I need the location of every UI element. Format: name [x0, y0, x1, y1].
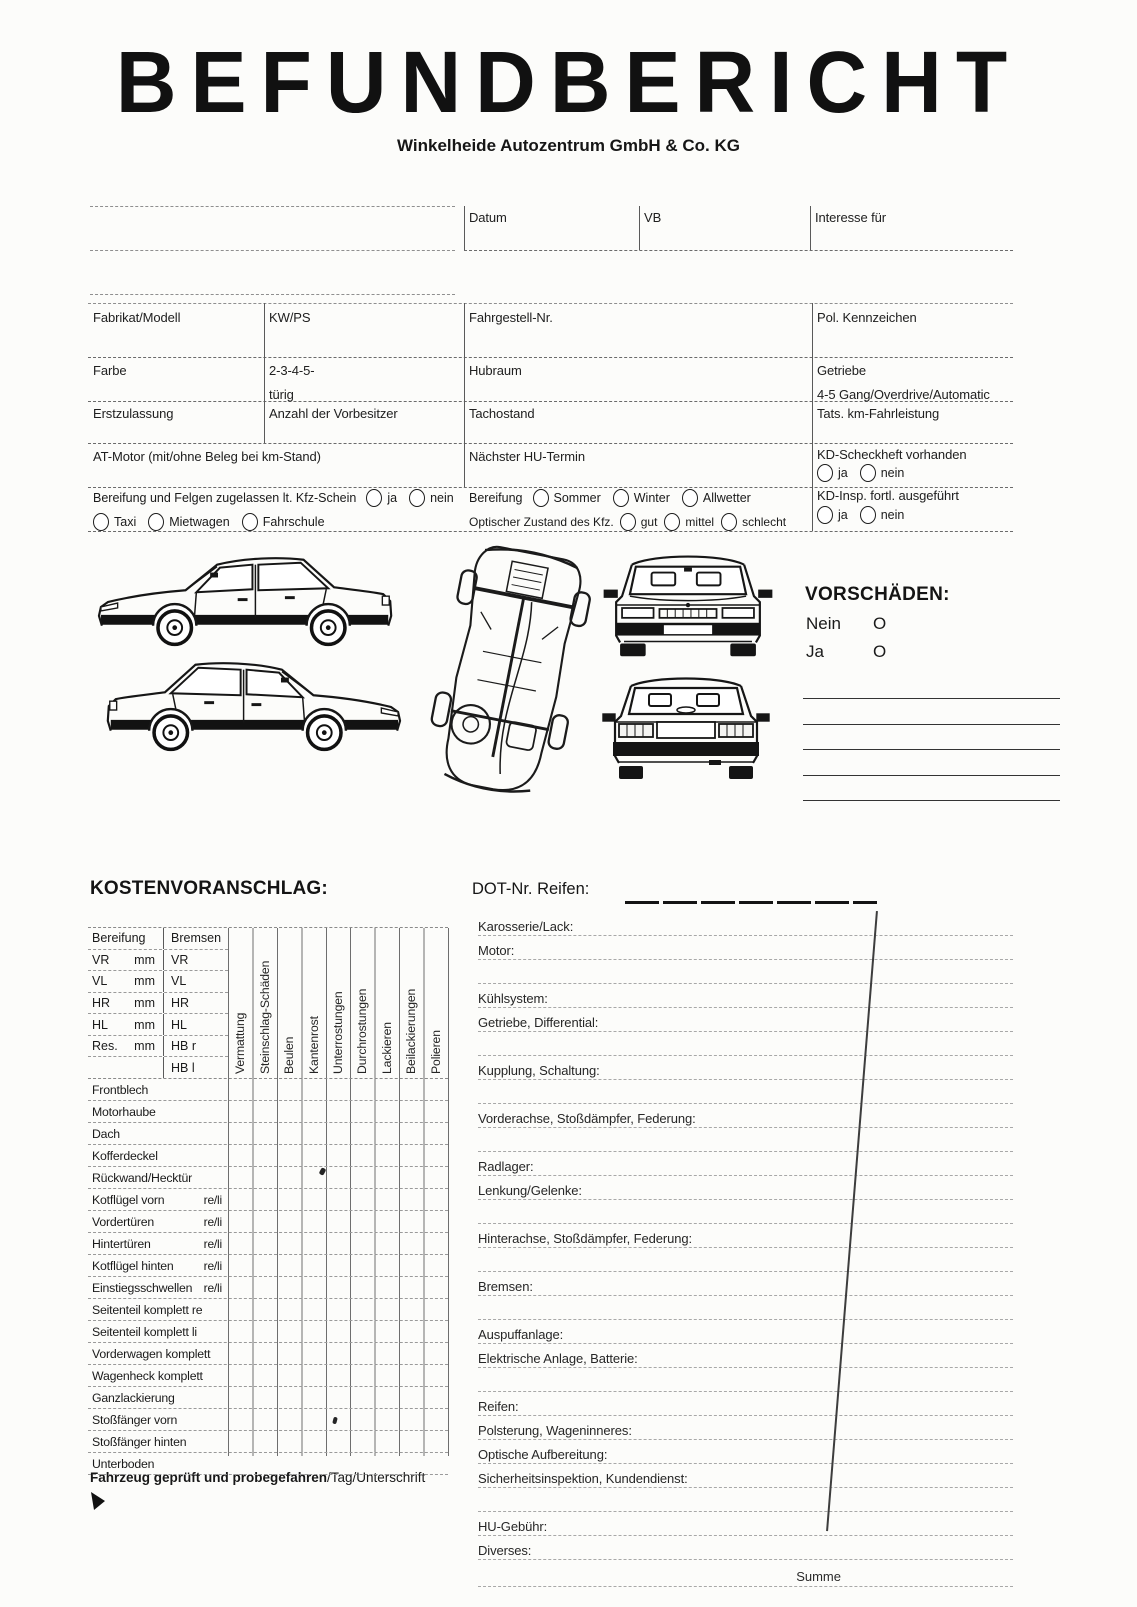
- damage-grid-row[interactable]: Motorhaube: [88, 1101, 448, 1123]
- radio-group-zustand: [469, 513, 793, 531]
- radio-option[interactable]: mittel: [664, 513, 714, 531]
- tire-brake-row[interactable]: VL mm VL: [88, 971, 228, 993]
- damage-grid-row[interactable]: Kotflügel hinten re/li: [88, 1255, 448, 1277]
- radio-option[interactable]: Allwetter: [682, 489, 751, 507]
- rule-line: [464, 303, 465, 487]
- cost-list-row[interactable]: [478, 1128, 1013, 1152]
- radio-circle-icon[interactable]: [664, 513, 680, 531]
- damage-grid-row[interactable]: Frontblech: [88, 1079, 448, 1101]
- field-label-getriebe-detail: 4-5 Gang/Overdrive/Automatic: [817, 387, 990, 402]
- field-label-kwps[interactable]: KW/PS: [269, 310, 311, 325]
- tire-brake-table: [88, 928, 228, 1078]
- cost-list-row[interactable]: Polsterung, Wageninneres:: [478, 1416, 1013, 1440]
- damage-grid-row[interactable]: Wagenheck komplett: [88, 1365, 448, 1387]
- rule-line: [812, 303, 813, 531]
- cost-list-row[interactable]: [478, 1488, 1013, 1512]
- cost-list-row[interactable]: Hinterachse, Stoßdämpfer, Federung:: [478, 1224, 1013, 1248]
- rule-line: [264, 303, 265, 443]
- cost-list-row[interactable]: Radlager:: [478, 1152, 1013, 1176]
- address-write-line[interactable]: [90, 250, 455, 251]
- radio-option[interactable]: Sommer: [533, 489, 601, 507]
- rule-line: [88, 303, 1013, 304]
- radio-option[interactable]: ja: [366, 489, 397, 507]
- damage-grid-row[interactable]: Ganzlackierung: [88, 1387, 448, 1409]
- damage-grid-row[interactable]: Stoßfänger hinten: [88, 1431, 448, 1453]
- dot-nr-write-line[interactable]: [625, 901, 877, 904]
- damage-column-label: Polieren: [428, 1030, 443, 1074]
- radio-option[interactable]: ja: [817, 506, 848, 524]
- radio-circle-icon[interactable]: [242, 513, 258, 531]
- vorschaeden-heading: VORSCHÄDEN:: [805, 584, 950, 605]
- radio-group-label: Bereifung: [469, 491, 523, 505]
- tire-brake-row[interactable]: HL mm HL: [88, 1014, 228, 1036]
- cost-list-row[interactable]: [478, 1080, 1013, 1104]
- circle-mark-icon[interactable]: O: [873, 642, 887, 661]
- damage-grid-row[interactable]: Vorderwagen komplett: [88, 1343, 448, 1365]
- rule-line: [88, 443, 1013, 444]
- vorschaeden-write-line[interactable]: [803, 749, 1060, 750]
- cost-list-row[interactable]: [478, 1200, 1013, 1224]
- field-label-kd-insp: KD-Insp. fortl. ausgeführt: [817, 488, 959, 503]
- radio-option[interactable]: nein: [860, 464, 905, 482]
- tire-brake-row[interactable]: HB l: [88, 1057, 228, 1078]
- damage-column-label: Steinschlag-Schäden: [257, 960, 272, 1074]
- car-side-view-mirrored-diagram: [92, 650, 407, 773]
- vorschaeden-write-line[interactable]: [803, 775, 1060, 776]
- field-label-vorbesitzer[interactable]: Anzahl der Vorbesitzer: [269, 406, 398, 421]
- cost-list-row[interactable]: Optische Aufbereitung:: [478, 1440, 1013, 1464]
- damage-grid-row[interactable]: Seitenteil komplett li: [88, 1321, 448, 1343]
- address-write-line[interactable]: [90, 294, 455, 295]
- damage-grid-row[interactable]: Einstiegsschwellen re/li: [88, 1277, 448, 1299]
- damage-column-label: Beilackierungen: [404, 988, 419, 1074]
- radio-option[interactable]: Taxi: [93, 513, 136, 531]
- radio-circle-icon[interactable]: [721, 513, 737, 531]
- cost-list-row[interactable]: [478, 1032, 1013, 1056]
- field-label-at-motor[interactable]: AT-Motor (mit/ohne Beleg bei km-Stand): [93, 449, 321, 464]
- cost-list-row[interactable]: Sicherheitsinspektion, Kundendienst:: [478, 1464, 1013, 1488]
- damage-grid-row[interactable]: Hintertüren re/li: [88, 1233, 448, 1255]
- company-subtitle: Winkelheide Autozentrum GmbH & Co. KG: [396, 136, 740, 155]
- rule-line: [464, 250, 1013, 251]
- field-label-fahrleistung[interactable]: Tats. km-Fahrleistung: [817, 406, 940, 421]
- vorschaeden-option[interactable]: Ja O: [806, 642, 887, 661]
- summe-row: [478, 1560, 1013, 1587]
- cost-list-row[interactable]: Vorderachse, Stoßdämpfer, Federung:: [478, 1104, 1013, 1128]
- pen-mark-icon: [90, 1492, 106, 1512]
- damage-grid-row[interactable]: Rückwand/Hecktür: [88, 1167, 448, 1189]
- radio-circle-icon[interactable]: [613, 489, 629, 507]
- damage-column-label: Beulen: [282, 1036, 297, 1074]
- damage-grid-row[interactable]: Unterboden: [88, 1453, 448, 1475]
- radio-circle-icon[interactable]: [817, 506, 833, 524]
- radio-option[interactable]: Winter: [613, 489, 670, 507]
- damage-column: [252, 928, 276, 1078]
- vorschaeden-write-line[interactable]: [803, 800, 1060, 801]
- cost-list-row[interactable]: Getriebe, Differential:: [478, 1008, 1013, 1032]
- field-label-farbe[interactable]: Farbe: [93, 363, 127, 378]
- cost-list-row[interactable]: Kühlsystem:: [478, 984, 1013, 1008]
- car-rear-view-diagram: [591, 670, 781, 790]
- field-label-hu-termin[interactable]: Nächster HU-Termin: [469, 449, 585, 464]
- circle-mark-icon[interactable]: O: [873, 614, 887, 633]
- field-label-erstzulassung[interactable]: Erstzulassung: [93, 406, 174, 421]
- damage-grid-row[interactable]: Stoßfänger vorn: [88, 1409, 448, 1431]
- radio-option[interactable]: Mietwagen: [148, 513, 229, 531]
- car-underbody-view-diagram: [424, 536, 592, 806]
- cost-list-row[interactable]: Auspuffanlage:: [478, 1320, 1013, 1344]
- vorschaeden-write-line[interactable]: [803, 724, 1060, 725]
- radio-circle-icon[interactable]: [533, 489, 549, 507]
- inspection-footer-note: Fahrzeug geprüft und probegefahren/Tag/Unterschrift: [90, 1470, 426, 1485]
- rule-line: [88, 531, 1013, 532]
- rule-line: [88, 357, 1013, 358]
- tire-brake-row[interactable]: Bereifung Bremsen: [88, 928, 228, 950]
- damage-column-label: Vermattung: [233, 1012, 248, 1074]
- radio-circle-icon[interactable]: [148, 513, 164, 531]
- field-label-tuerig2: türig: [269, 387, 294, 402]
- radio-group-bereifung-felgen: [93, 489, 466, 507]
- radio-group-fahrzeugart: [93, 513, 337, 531]
- cost-list-row[interactable]: Karosserie/Lack:: [478, 912, 1013, 936]
- field-label-tachostand[interactable]: Tachostand: [469, 406, 535, 421]
- damage-column: [399, 928, 423, 1078]
- summe-label: Summe: [796, 1569, 841, 1584]
- radio-circle-icon[interactable]: [620, 513, 636, 531]
- radio-option[interactable]: Fahrschule: [242, 513, 325, 531]
- radio-circle-icon[interactable]: [860, 464, 876, 482]
- radio-circle-icon[interactable]: [817, 464, 833, 482]
- radio-circle-icon[interactable]: [366, 489, 382, 507]
- radio-option[interactable]: ja: [817, 464, 848, 482]
- damage-grid-body: [88, 1078, 448, 1475]
- cost-list-row[interactable]: [478, 1368, 1013, 1392]
- vorschaeden-write-line[interactable]: [803, 698, 1060, 699]
- car-front-view-diagram: [593, 545, 783, 671]
- field-label-scheckheft: KD-Scheckheft vorhanden: [817, 447, 967, 462]
- field-label-tuerig[interactable]: 2-3-4-5-: [269, 363, 315, 378]
- cost-list-row[interactable]: Reifen:: [478, 1392, 1013, 1416]
- radio-group-scheckheft: [817, 464, 916, 482]
- cost-list-row[interactable]: Lenkung/Gelenke:: [478, 1176, 1013, 1200]
- damage-column: [326, 928, 350, 1078]
- damage-column-label: Kantenrost: [306, 1016, 321, 1074]
- cost-list-row[interactable]: [478, 1296, 1013, 1320]
- damage-column: [228, 928, 252, 1078]
- field-label-fabrikat[interactable]: Fabrikat/Modell: [93, 310, 181, 325]
- damage-column: [350, 928, 374, 1078]
- cost-list-row[interactable]: Motor:: [478, 936, 1013, 960]
- radio-option[interactable]: schlecht: [721, 513, 786, 531]
- radio-group-reifen-art: [469, 489, 763, 507]
- radio-group-label: Optischer Zustand des Kfz.: [469, 515, 614, 529]
- damage-grid-row[interactable]: Vordertüren re/li: [88, 1211, 448, 1233]
- radio-circle-icon[interactable]: [93, 513, 109, 531]
- cost-list-row[interactable]: Diverses:: [478, 1536, 1013, 1560]
- cost-list-row[interactable]: HU-Gebühr:: [478, 1512, 1013, 1536]
- damage-column: [301, 928, 325, 1078]
- radio-group-kd-insp: [817, 506, 916, 524]
- damage-grid-row[interactable]: Dach: [88, 1123, 448, 1145]
- radio-group-label: Bereifung und Felgen zugelassen lt. Kfz-Schein: [93, 491, 357, 505]
- field-label-kennzeichen[interactable]: Pol. Kennzeichen: [817, 310, 917, 325]
- kostenvoranschlag-heading: KOSTENVORANSCHLAG:: [90, 878, 328, 899]
- radio-option[interactable]: nein: [860, 506, 905, 524]
- damage-column: [277, 928, 301, 1078]
- damage-column-label: Lackieren: [379, 1022, 394, 1074]
- rule-line: [639, 206, 640, 250]
- radio-option[interactable]: gut: [620, 513, 658, 531]
- radio-circle-icon[interactable]: [682, 489, 698, 507]
- field-label-interesse[interactable]: Interesse für: [815, 210, 886, 225]
- damage-grid-row[interactable]: Kotflügel vorn re/li: [88, 1189, 448, 1211]
- cost-list-row[interactable]: Bremsen:: [478, 1272, 1013, 1296]
- damage-column-label: Unterrostungen: [330, 991, 345, 1074]
- cost-list-row[interactable]: Kupplung, Schaltung:: [478, 1056, 1013, 1080]
- damage-grid-row[interactable]: Seitenteil komplett re: [88, 1299, 448, 1321]
- cost-list-row[interactable]: Elektrische Anlage, Batterie:: [478, 1344, 1013, 1368]
- address-write-line[interactable]: [90, 206, 455, 207]
- cost-list-row[interactable]: [478, 1248, 1013, 1272]
- page-title: BEFUNDBERICHT: [115, 33, 1022, 131]
- radio-circle-icon[interactable]: [409, 489, 425, 507]
- rule-line: [464, 206, 465, 250]
- field-label-vb[interactable]: VB: [644, 210, 662, 225]
- radio-circle-icon[interactable]: [860, 506, 876, 524]
- field-label-hubraum[interactable]: Hubraum: [469, 363, 522, 378]
- tire-brake-row[interactable]: HR mm HR: [88, 993, 228, 1015]
- field-label-fahrgestell[interactable]: Fahrgestell-Nr.: [469, 310, 553, 325]
- damage-grid: [88, 927, 448, 1471]
- cost-list: [478, 912, 1013, 1587]
- radio-option[interactable]: nein: [409, 489, 454, 507]
- rule-line: [810, 206, 811, 250]
- cost-list-row[interactable]: [478, 960, 1013, 984]
- damage-column-label: Durchrostungen: [355, 988, 370, 1074]
- vorschaeden-option[interactable]: Nein O: [806, 614, 887, 633]
- field-label-datum[interactable]: Datum: [469, 210, 507, 225]
- damage-grid-row[interactable]: Kofferdeckel: [88, 1145, 448, 1167]
- tire-brake-row[interactable]: VR mm VR: [88, 950, 228, 972]
- tire-brake-row[interactable]: Res. mm HB r: [88, 1036, 228, 1058]
- dot-nr-label: DOT-Nr. Reifen:: [472, 880, 590, 898]
- damage-column: [375, 928, 399, 1078]
- damage-column: [424, 928, 448, 1078]
- field-label-getriebe[interactable]: Getriebe: [817, 363, 867, 378]
